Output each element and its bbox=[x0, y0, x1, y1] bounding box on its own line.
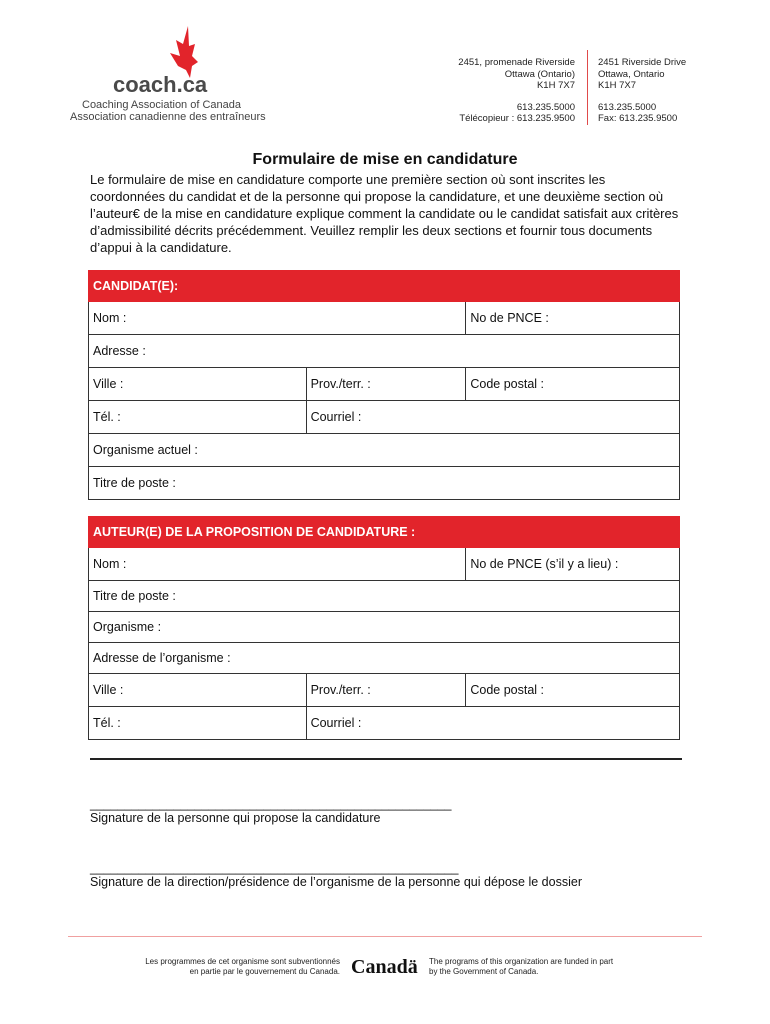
candidate-code-field[interactable]: Code postal : bbox=[466, 368, 680, 401]
nominator-ville-field[interactable]: Ville : bbox=[89, 674, 307, 707]
nominator-pnce-field[interactable]: No de PNCE (s’il y a lieu) : bbox=[466, 548, 680, 581]
candidate-nom-field[interactable]: Nom : bbox=[89, 302, 466, 335]
nominator-titre-field[interactable]: Titre de poste : bbox=[89, 581, 680, 612]
candidate-titre-field[interactable]: Titre de poste : bbox=[89, 467, 680, 500]
candidate-tel-field[interactable]: Tél. : bbox=[89, 401, 307, 434]
nominator-prov-field[interactable]: Prov./terr. : bbox=[306, 674, 466, 707]
candidate-ville-field[interactable]: Ville : bbox=[89, 368, 307, 401]
candidate-adresse-field[interactable]: Adresse : bbox=[89, 335, 680, 368]
candidate-heading: CANDIDAT(E): bbox=[89, 271, 680, 302]
section-divider bbox=[90, 758, 682, 760]
nominator-heading: AUTEUR(E) DE LA PROPOSITION DE CANDIDATURE : bbox=[89, 517, 680, 548]
nominator-code-field[interactable]: Code postal : bbox=[466, 674, 680, 707]
org-name-en: Coaching Association of Canada bbox=[82, 99, 241, 111]
signature-label-organisation: Signature de la direction/présidence de l’organisme de la personne qui dépose le dossier bbox=[90, 875, 582, 889]
signature-label-nominator: Signature de la personne qui propose la candidature bbox=[90, 811, 381, 825]
page-title: Formulaire de mise en candidature bbox=[252, 151, 518, 168]
address-divider bbox=[587, 50, 588, 125]
nominator-organisme-field[interactable]: Organisme : bbox=[89, 612, 680, 643]
signature-line-nominator[interactable]: ____________________________________________________ bbox=[90, 797, 452, 811]
nominator-courriel-field[interactable]: Courriel : bbox=[306, 707, 679, 740]
nominator-form bbox=[88, 516, 680, 740]
candidate-prov-field[interactable]: Prov./terr. : bbox=[306, 368, 466, 401]
org-name-fr: Association canadienne des entraîneurs bbox=[70, 111, 266, 123]
nominator-tel-field[interactable]: Tél. : bbox=[89, 707, 307, 740]
logo: coach.ca bbox=[113, 72, 208, 97]
footer-text-en: The programs of this organization are funded in part by the Government of Canada. bbox=[429, 957, 614, 976]
canada-wordmark: Canadä bbox=[351, 956, 418, 978]
candidate-form bbox=[88, 270, 680, 500]
intro-paragraph: Le formulaire de mise en candidature comporte une première section où sont inscrites les coordonnées du candidat et de la personne qui propose la candidature, et une deuxième section où l’auteur€ de la mise en candidature explique comment la candidate ou le candidat satisfait aux critères d’admissibilité décrits précédemment. Veuillez remplir les deux sections et fournir tous documents d’appui à la candidature. bbox=[90, 172, 679, 255]
candidate-courriel-field[interactable]: Courriel : bbox=[306, 401, 679, 434]
address-fr: 2451, promenade Riverside Ottawa (Ontario) K1H 7X7 613.235.5000 Télécopieur : 613.235.9500 bbox=[458, 57, 575, 124]
footer-divider bbox=[68, 936, 702, 937]
nominator-nom-field[interactable]: Nom : bbox=[89, 548, 466, 581]
candidate-organisme-field[interactable]: Organisme actuel : bbox=[89, 434, 680, 467]
address-en: 2451 Riverside Drive Ottawa, Ontario K1H 7X7 613.235.5000 Fax: 613.235.9500 bbox=[598, 57, 687, 124]
footer-text-fr: Les programmes de cet organisme sont subventionnés en partie par le gouvernement du Canada. bbox=[145, 957, 340, 976]
nominator-adresse-field[interactable]: Adresse de l’organisme : bbox=[89, 643, 680, 674]
signature-line-organisation[interactable]: _____________________________________________________ bbox=[90, 861, 459, 875]
candidate-pnce-field[interactable]: No de PNCE : bbox=[466, 302, 680, 335]
